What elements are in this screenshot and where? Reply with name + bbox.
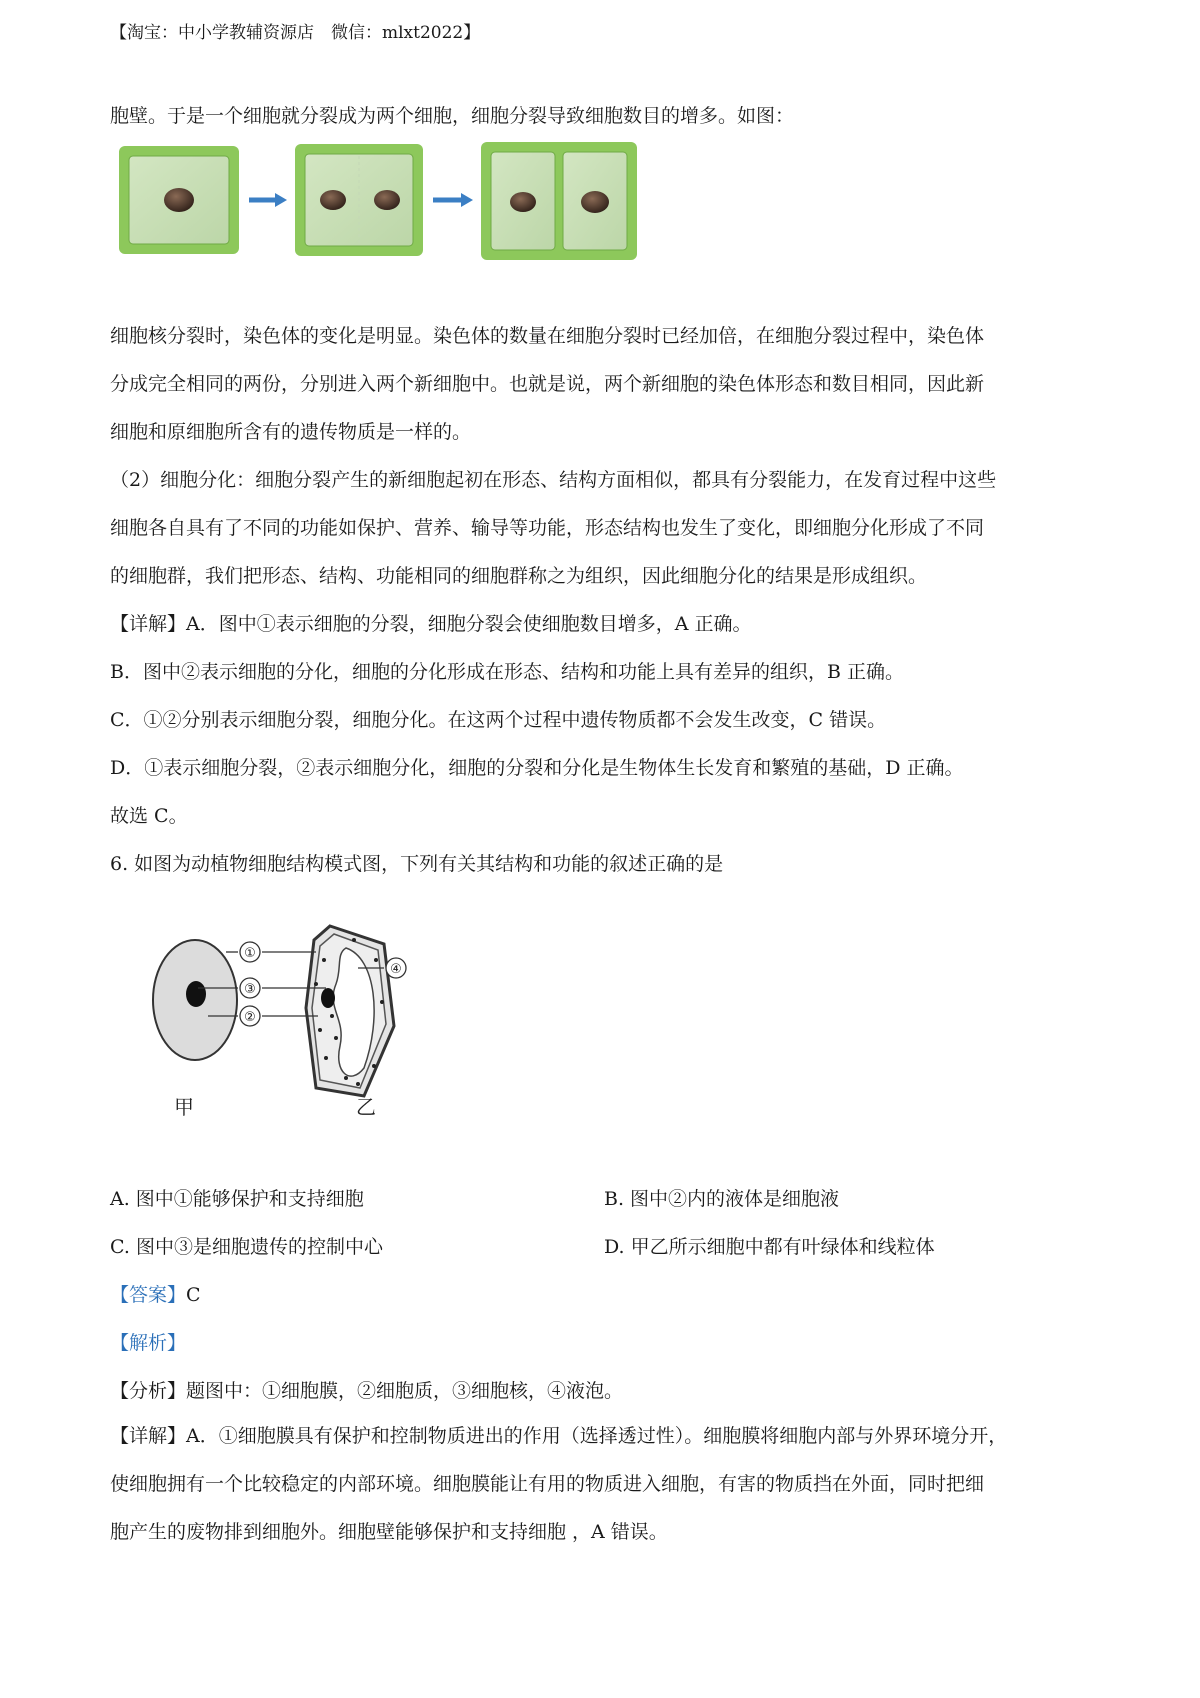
nucleus (321, 988, 335, 1008)
caption-animal: 甲 (174, 1095, 194, 1118)
detail-block (110, 1412, 1110, 1556)
text-line: 细胞各自具有了不同的功能如保护、营养、输导等功能，形态结构也发生了变化，即细胞分化形成了不同 (110, 517, 985, 539)
text-line: 胞壁。于是一个细胞就分裂成为两个细胞，细胞分裂导致细胞数目的增多。如图： (110, 105, 795, 127)
question-text: 6. 如图为动植物细胞结构模式图，下列有关其结构和功能的叙述正确的是 (110, 853, 724, 875)
nucleus (164, 188, 194, 212)
analysis-text: 【分析】题图中：①细胞膜，②细胞质，③细胞核，④液泡。 (110, 1380, 624, 1402)
arrow-right-icon (249, 193, 287, 207)
nucleus (374, 190, 400, 210)
text-line: B．图中②表示细胞的分化，细胞的分化形成在形态、结构和功能上具有差异的组织，B 正确。 (110, 661, 904, 683)
option-a: A. 图中①能够保护和支持细胞 (110, 1188, 364, 1210)
label-text: ② (244, 1010, 256, 1025)
question-6 (110, 840, 1110, 888)
nucleus (581, 191, 609, 213)
text-line: （2）细胞分化：细胞分裂产生的新细胞起初在形态、结构方面相似，都具有分裂能力，在发育过程中这些 (110, 469, 997, 491)
answer-value: C (186, 1284, 201, 1306)
parent-cell (119, 146, 239, 254)
nucleus (186, 981, 206, 1007)
answer-line (110, 1280, 201, 1307)
text-line: 细胞核分裂时，染色体的变化是明显。染色体的数量在细胞分裂时已经加倍，在细胞分裂过程中，染色体 (110, 325, 985, 347)
text-line: 细胞和原细胞所含有的遗传物质是一样的。 (110, 421, 472, 443)
text-line: 胞产生的废物排到细胞外。细胞壁能够保护和支持细胞 ，A 错误。 (110, 1521, 668, 1543)
animal-plant-cell-figure (150, 918, 450, 1118)
text-line: 故选 C。 (110, 805, 188, 827)
arrow-right-icon (433, 193, 473, 207)
text-line: 分成完全相同的两份，分别进入两个新细胞中。也就是说，两个新细胞的染色体形态和数目相同，因此新 (110, 373, 985, 395)
dividing-cell (295, 144, 423, 256)
paragraph-chromosome (110, 312, 1110, 456)
text-line: 【详解】A．图中①表示细胞的分裂，细胞分裂会使细胞数目增多，A 正确。 (110, 613, 752, 635)
answer-tag: 【答案】 (110, 1284, 187, 1306)
text-line: D．①表示细胞分裂，②表示细胞分化，细胞的分裂和分化是生物体生长发育和繁殖的基础，D 正确。 (110, 757, 964, 779)
nucleus (510, 192, 536, 212)
analysis-tag: 【解析】 (110, 1332, 187, 1354)
label-text: ③ (244, 982, 256, 997)
text-line: 的细胞群，我们把形态、结构、功能相同的细胞群称之为组织，因此细胞分化的结果是形成组织。 (110, 565, 928, 587)
text-line: C．①②分别表示细胞分裂，细胞分化。在这两个过程中遗传物质都不会发生改变，C 错误。 (110, 709, 887, 731)
two-daughter-cells (481, 142, 637, 260)
plant-cell (306, 926, 394, 1096)
label-text: ① (244, 946, 256, 961)
cell-division-figure (115, 140, 695, 262)
page-header: 【淘宝：中小学教辅资源店 微信：mlxt2022】 (110, 23, 481, 43)
option-c: C. 图中③是细胞遗传的控制中心 (110, 1236, 383, 1258)
text-line: 使细胞拥有一个比较稳定的内部环境。细胞膜能让有用的物质进入细胞，有害的物质挡在外面，同时把细 (110, 1473, 985, 1495)
paragraph-division-intro (110, 92, 1110, 140)
label-text: ④ (390, 962, 402, 977)
animal-cell (153, 940, 237, 1060)
nucleus (320, 190, 346, 210)
option-b: B. 图中②内的液体是细胞液 (604, 1188, 840, 1210)
text-line: 【详解】A．①细胞膜具有保护和控制物质进出的作用（选择透过性）。细胞膜将细胞内部与外界环境分开， (110, 1425, 1008, 1447)
option-d: D. 甲乙所示细胞中都有叶绿体和线粒体 (604, 1236, 935, 1258)
paragraph-differentiation (110, 456, 1110, 600)
caption-plant: 乙 (356, 1095, 376, 1118)
explanation-block (110, 600, 1110, 840)
